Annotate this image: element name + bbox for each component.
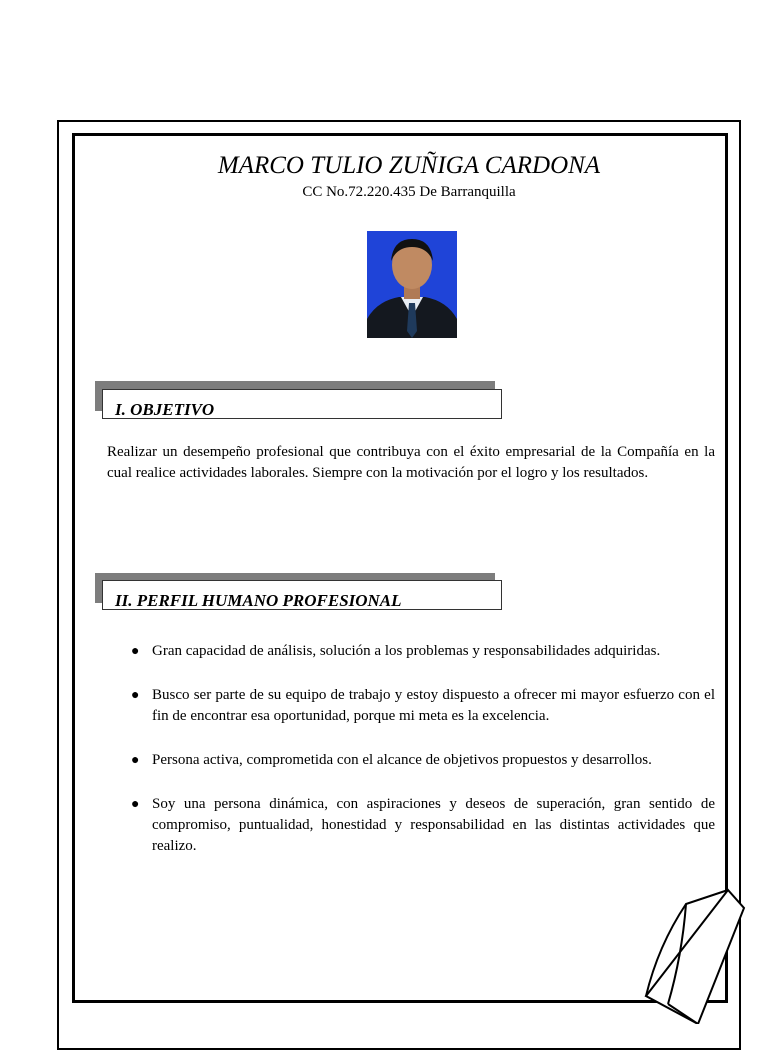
list-item: [131, 750, 715, 771]
list-item: [131, 641, 715, 662]
profile-bullet-list: [131, 641, 715, 880]
profile-title: II. PERFIL HUMANO PROFESIONAL: [115, 591, 402, 610]
objective-header-box: [102, 389, 502, 419]
bullet-icon: ●: [131, 688, 140, 703]
list-item: [131, 685, 715, 727]
objective-paragraph: Realizar un desempeño profesional que contribuya con el éxito empresarial de la Compañía en la cual realice actividades laborales. Siempre con la motivación por el logro y los resultados.: [107, 444, 715, 481]
bullet-text: Busco ser parte de su equipo de trabajo y estoy dispuesto a ofrecer mi mayor esfuerzo con el fin de encontrar esa oportunidad, porque mi meta es la excelencia.: [152, 687, 715, 724]
page-curl-icon: [638, 886, 748, 1024]
bullet-icon: ●: [131, 797, 140, 812]
profile-header-box: [102, 580, 502, 610]
list-item: [131, 794, 715, 857]
bullet-icon: ●: [131, 644, 140, 659]
bullet-icon: ●: [131, 753, 140, 768]
bullet-text: Gran capacidad de análisis, solución a los problemas y responsabilidades adquiridas.: [152, 643, 661, 659]
objective-title: I. OBJETIVO: [115, 400, 215, 419]
profile-photo: [367, 231, 457, 338]
candidate-id-line: CC No.72.220.435 De Barranquilla: [302, 184, 516, 200]
bullet-text: Soy una persona dinámica, con aspiraciones y deseos de superación, gran sentido de compromiso, puntualidad, honestidad y responsabilidad en las distintas actividades que realizo.: [152, 796, 715, 854]
candidate-name: MARCO TULIO ZUÑIGA CARDONA: [217, 152, 601, 179]
bullet-text: Persona activa, comprometida con el alcance de objetivos propuestos y desarrollos.: [152, 752, 652, 768]
